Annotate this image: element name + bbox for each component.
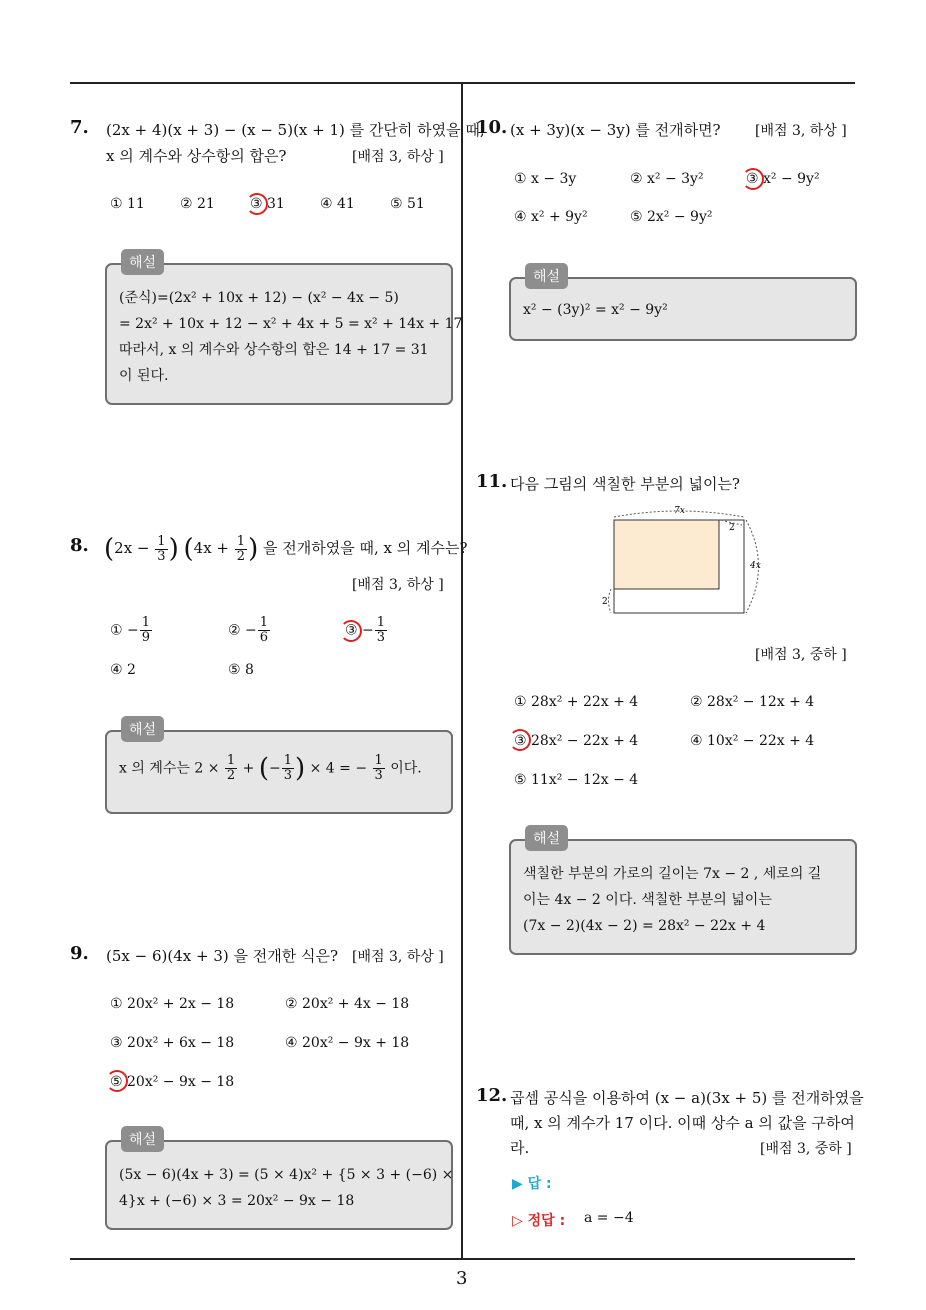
q7-option-4[interactable]: ④ 41 (320, 196, 355, 212)
q11-option-5[interactable]: ⑤ 11x² − 12x − 4 (514, 772, 639, 788)
q12-stem-line2: 때, x 의 계수가 17 이다. 이때 상수 a 의 값을 구하여 (510, 1114, 855, 1132)
q7-exp-line2: = 2x² + 10x + 12 − x² + 4x + 5 = x² + 14x + 17 (119, 316, 463, 332)
q11-option-1[interactable]: ① 28x² + 22x + 4 (514, 694, 639, 710)
q7-stem-line2: x 의 계수와 상수항의 합은? (106, 147, 287, 165)
q11-number: 11. (476, 471, 508, 492)
q10-option-2[interactable]: ② x² − 3y² (630, 171, 704, 187)
q7-exp-line3: 따라서, x 의 계수와 상수항의 합은 14 + 17 = 31 (119, 342, 429, 358)
q8-answer-mark (340, 620, 362, 642)
q9-option-4[interactable]: ④ 20x² − 9x + 18 (285, 1035, 410, 1051)
q12-stem-line1: 곱셈 공식을 이용하여 (x − a)(3x + 5) 를 전개하였을 (510, 1089, 864, 1107)
q11-fig-label-corner: 2 (729, 523, 735, 533)
q11-exp-line1: 색칠한 부분의 가로의 길이는 7x − 2 , 세로의 길 (523, 866, 822, 882)
q12-stem-line3: 라. (510, 1139, 530, 1157)
q12-correct-value: a = −4 (584, 1210, 634, 1226)
q11-explanation-tag: 해설 (525, 825, 568, 851)
q9-option-2[interactable]: ② 20x² + 4x − 18 (285, 996, 410, 1012)
q8-option-4[interactable]: ④ 2 (110, 662, 136, 678)
q9-number: 9. (70, 943, 89, 964)
q9-score: [배점 3, 하상 ] (352, 949, 444, 965)
q10-number: 10. (476, 117, 508, 138)
q7-exp-line1: (준식)=(2x² + 10x + 12) − (x² − 4x − 5) (119, 290, 399, 306)
q8-option-5[interactable]: ⑤ 8 (228, 662, 254, 678)
q8-term1: 2x − (114, 539, 150, 557)
q11-fig-label-top: 7x (674, 506, 685, 516)
bottom-rule (70, 1258, 855, 1260)
q12-correct-label: ▷ 정답 : (512, 1213, 566, 1229)
q8-stem-tail: 을 전개하였을 때, x 의 계수는? (263, 539, 468, 557)
q11-figure (596, 503, 796, 623)
q10-answer-mark (742, 168, 764, 190)
q10-score: [배점 3, 하상 ] (755, 123, 847, 139)
column-divider (461, 83, 463, 1259)
q11-option-4[interactable]: ④ 10x² − 22x + 4 (690, 733, 815, 749)
q11-stem: 다음 그림의 색칠한 부분의 넓이는? (510, 475, 740, 493)
page-number: 3 (456, 1268, 468, 1289)
q7-option-5[interactable]: ⑤ 51 (390, 196, 425, 212)
q7-option-2[interactable]: ② 21 (180, 196, 215, 212)
q8-option-2[interactable]: ② − $\frac{1}{6}$ (228, 615, 269, 645)
q8-explanation-box: 해설 x 의 계수는 2 × $\frac{1}{2}$ + (− $\frac{1}{3}$ ) × 4 = − $\frac{1}{3}$ 이다. (105, 730, 453, 814)
q12-answer-input[interactable] (580, 1170, 820, 1192)
q12-score: [배점 3, 중하 ] (760, 1141, 852, 1157)
q9-exp-line2: 4}x + (−6) × 3 = 20x² − 9x − 18 (119, 1193, 355, 1209)
q7-score: [배점 3, 하상 ] (352, 149, 444, 165)
q11-option-2[interactable]: ② 28x² − 12x + 4 (690, 694, 815, 710)
q8-explanation-tag: 해설 (121, 716, 164, 742)
q11-exp-line2: 이는 4x − 2 이다. 색칠한 부분의 넓이는 (523, 892, 772, 908)
q10-option-4[interactable]: ④ x² + 9y² (514, 209, 588, 225)
q8-term2: 4x + (193, 539, 229, 557)
q11-score: [배점 3, 중하 ] (755, 647, 847, 663)
q9-option-5[interactable]: ⑤ 20x² − 9x − 18 (110, 1074, 235, 1090)
q7-stem-line1: (2x + 4)(x + 3) − (x − 5)(x + 1) 를 간단히 하였을 때, (106, 121, 485, 139)
q10-stem: (x + 3y)(x − 3y) 를 전개하면? (510, 121, 721, 139)
q12-answer-label: ▶ 답 : (512, 1176, 552, 1192)
q8-score: [배점 3, 하상 ] (352, 577, 444, 593)
q10-exp-line1: x² − (3y)² = x² − 9y² (523, 302, 668, 318)
q7-answer-mark (246, 193, 268, 215)
q8-frac1: $\frac{1}{3}$ (157, 533, 166, 564)
q11-option-3[interactable]: ③ 28x² − 22x + 4 (514, 733, 639, 749)
q7-explanation-tag: 해설 (121, 249, 164, 275)
q7-option-3[interactable]: ③ 31 (250, 196, 285, 212)
q11-fig-label-right: 4x (750, 561, 761, 571)
q9-option-1[interactable]: ① 20x² + 2x − 18 (110, 996, 235, 1012)
q10-option-1[interactable]: ① x − 3y (514, 171, 577, 187)
q9-option-3[interactable]: ③ 20x² + 6x − 18 (110, 1035, 235, 1051)
q11-answer-mark (509, 729, 531, 751)
q8-option-3[interactable]: ③ − $\frac{1}{3}$ (345, 615, 386, 645)
q10-explanation-tag: 해설 (525, 263, 568, 289)
q11-exp-line3: (7x − 2)(4x − 2) = 28x² − 22x + 4 (523, 918, 766, 934)
q8-number: 8. (70, 535, 89, 556)
q9-answer-mark (106, 1070, 128, 1092)
q9-exp-line1: (5x − 6)(4x + 3) = (5 × 4)x² + {5 × 3 + (−6) × (119, 1167, 454, 1183)
q11-explanation-box (509, 831, 857, 955)
q10-option-5[interactable]: ⑤ 2x² − 9y² (630, 209, 713, 225)
q9-explanation-box (105, 1132, 454, 1230)
q9-stem: (5x − 6)(4x + 3) 을 전개한 식은? (106, 947, 338, 965)
q12-number: 12. (476, 1085, 508, 1106)
q8-stem: (2x − $\frac{1}{3}$ ) (4x + $\frac{1}{2}$ ) 을 전개하였을 때, x 의 계수는? (104, 533, 468, 564)
q11-fig-label-left: 2 (602, 597, 608, 607)
q9-explanation-tag: 해설 (121, 1126, 164, 1152)
q7-explanation-box (105, 255, 463, 405)
q8-frac2: $\frac{1}{2}$ (236, 533, 246, 564)
q11-shaded-rect (614, 520, 719, 589)
q10-explanation-box (509, 269, 857, 341)
q8-option-1[interactable]: ① − $\frac{1}{9}$ (110, 615, 151, 645)
q7-number: 7. (70, 117, 89, 138)
q10-option-3[interactable]: ③ x² − 9y² (746, 171, 820, 187)
q7-option-1[interactable]: ① 11 (110, 196, 145, 212)
q7-exp-line4: 이 된다. (119, 368, 169, 384)
